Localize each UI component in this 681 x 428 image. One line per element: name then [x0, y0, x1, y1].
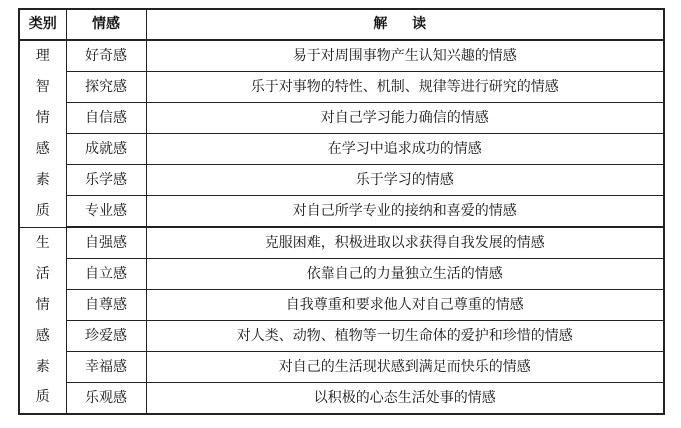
emotion-table-container — [18, 8, 663, 418]
category-char: 情 — [35, 296, 50, 313]
description-cell: 自我尊重和要求他人对自己尊重的情感 — [146, 290, 664, 321]
category-cell-life — [19, 227, 66, 414]
table-row — [19, 259, 664, 290]
category-char: 活 — [35, 265, 50, 282]
description-cell: 易于对周围事物产生认知兴趣的情感 — [146, 40, 664, 72]
emotion-cell: 好奇感 — [66, 40, 146, 72]
description-cell: 乐于对事物的特性、机制、规律等进行研究的情感 — [146, 72, 664, 103]
emotion-cell: 成就感 — [66, 134, 146, 165]
category-char: 理 — [35, 48, 50, 65]
emotion-cell: 乐学感 — [66, 165, 146, 196]
category-char: 情 — [35, 110, 50, 127]
table-row — [19, 352, 664, 383]
header-interpretation — [146, 9, 664, 40]
emotion-cell: 专业感 — [66, 196, 146, 228]
table-row — [19, 321, 664, 352]
table-row — [19, 165, 664, 196]
table-row — [19, 227, 664, 259]
emotion-cell: 自尊感 — [66, 290, 146, 321]
category-char: 素 — [35, 358, 50, 375]
emotion-quality-table — [18, 8, 665, 415]
description-cell: 对自己学习能力确信的情感 — [146, 103, 664, 134]
table-row — [19, 72, 664, 103]
description-cell: 对人类、动物、植物等一切生命体的爱护和珍惜的情感 — [146, 321, 664, 352]
table-row — [19, 290, 664, 321]
category-char: 生 — [35, 234, 50, 251]
category-cell-rational — [19, 40, 66, 227]
description-cell: 以积极的心态生活处事的情感 — [146, 383, 664, 415]
table-row — [19, 383, 664, 415]
category-char: 感 — [35, 141, 50, 158]
description-cell: 依靠自己的力量独立生活的情感 — [146, 259, 664, 290]
table-header-row — [19, 9, 664, 40]
header-interpretation-label: 解 读 — [373, 16, 437, 32]
description-cell: 在学习中追求成功的情感 — [146, 134, 664, 165]
emotion-cell: 自信感 — [66, 103, 146, 134]
table-row — [19, 196, 664, 228]
table-row — [19, 134, 664, 165]
description-cell: 克服困难，积极进取以求获得自我发展的情感 — [146, 227, 664, 259]
emotion-cell: 珍爱感 — [66, 321, 146, 352]
header-emotion: 情感 — [66, 9, 146, 40]
description-cell: 对自己的生活现状感到满足而快乐的情感 — [146, 352, 664, 383]
category-char: 感 — [35, 327, 50, 344]
description-cell: 乐于学习的情感 — [146, 165, 664, 196]
emotion-cell: 自立感 — [66, 259, 146, 290]
table-row — [19, 40, 664, 72]
emotion-cell: 探究感 — [66, 72, 146, 103]
category-char: 质 — [35, 202, 50, 219]
description-cell: 对自己所学专业的接纳和喜爱的情感 — [146, 196, 664, 228]
emotion-cell: 自强感 — [66, 227, 146, 259]
category-char: 质 — [35, 389, 50, 406]
category-char: 素 — [35, 172, 50, 189]
category-char: 智 — [35, 79, 50, 96]
header-category: 类别 — [19, 9, 66, 40]
emotion-cell: 乐观感 — [66, 383, 146, 415]
table-row — [19, 103, 664, 134]
emotion-cell: 幸福感 — [66, 352, 146, 383]
